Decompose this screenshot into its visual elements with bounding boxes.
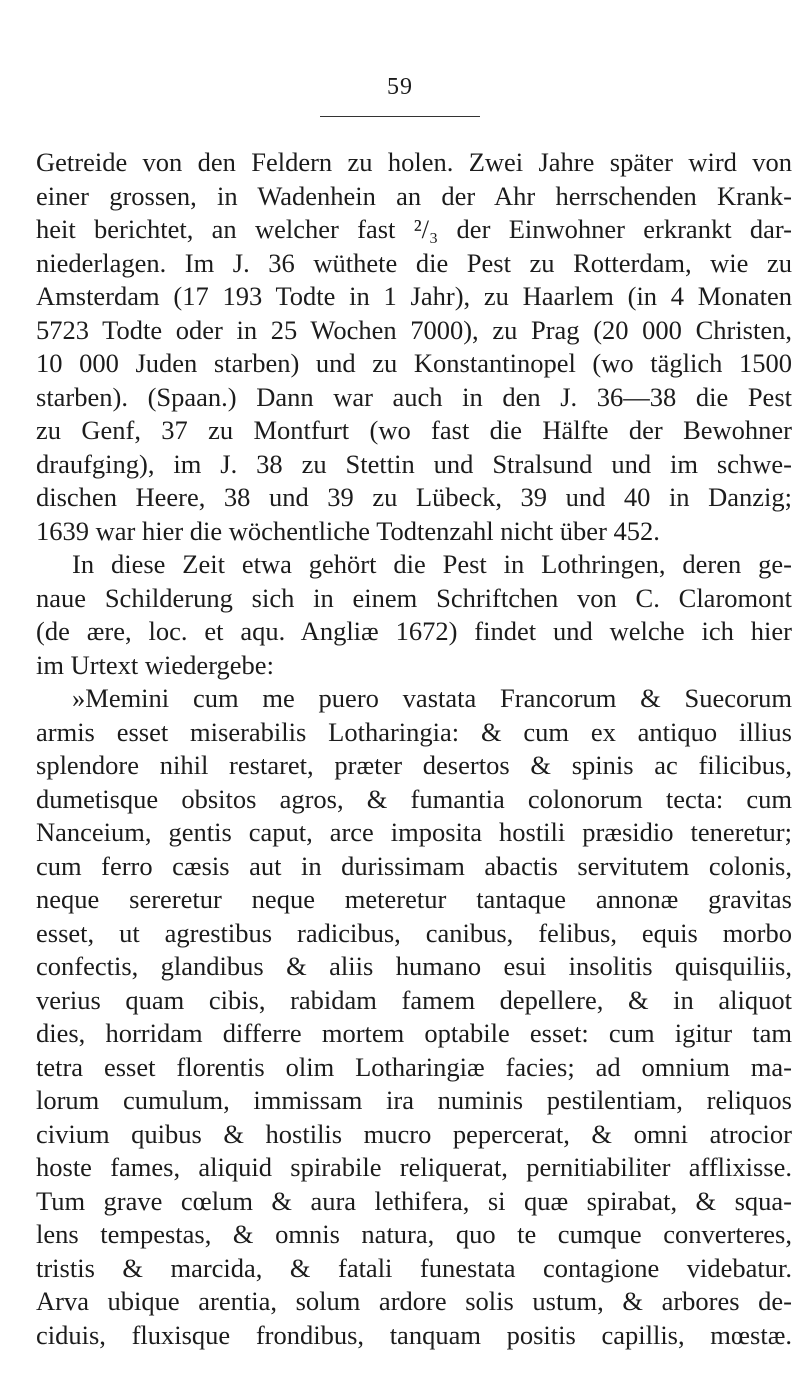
text-line: einer grossen, in Wadenhein an der Ahr herrschenden Krank- [36,180,792,211]
text-line: verius quam cibis, rabidam famem depellere, & in aliquot [36,984,792,1015]
text-line: Arva ubique arentia, solum ardore solis ustum, & arbores de- [36,1286,792,1316]
text-line: naue Schilderung sich in einem Schriftchen von C. Claromont [36,582,792,613]
text-line: niederlagen. Im J. 36 wüthete die Pest zu Rotterdam, wie zu [36,247,792,278]
text-line: dumetisque obsitos agros, & fumantia colonorum tecta: cum [36,783,792,814]
text-line: neque sereretur neque meteretur tantaque annonæ gravitas [36,884,792,914]
text-line: ciduis, fluxisque frondibus, tanquam positis capillis, mœstæ. [36,1319,792,1350]
text-line: cum ferro cæsis aut in durissimam abactis servitutem colonis, [36,850,792,881]
text-line: hoste fames, aliquid spirabile reliquerat, pernitiabiliter afflixisse. [36,1152,792,1182]
text-line: confectis, glandibus & aliis humano esui insolitis quisquiliis, [36,951,792,981]
text-line: esset, ut agrestibus radicibus, canibus, felibus, equis morbo [36,917,792,948]
body-text [36,146,792,1352]
text-line: tetra esset florentis olim Lotharingiæ facies; ad omnium ma- [36,1051,792,1082]
text-line: zu Genf, 37 zu Montfurt (wo fast die Hälfte der Bewohner [36,415,792,445]
page-number-rule [320,116,480,117]
text-line: lorum cumulum, immissam ira numinis pestilentiam, reliquos [36,1085,792,1115]
text-line: 5723 Todte oder in 25 Wochen 7000), zu Prag (20 000 Christen, [36,314,792,345]
text-line: In diese Zeit etwa gehört die Pest in Lothringen, deren ge- [72,549,792,579]
text-line: 1639 war hier die wöchentliche Todtenzahl nicht über 452. [36,515,660,546]
page-number: 59 [387,74,413,100]
text-line: starben). (Spaan.) Dann war auch in den J. 36—38 die Pest [36,381,792,412]
text-line: Getreide von den Feldern zu holen. Zwei Jahre später wird von [36,147,792,177]
text-line: dies, horridam differre mortem optabile esset: cum igitur tam [36,1018,792,1048]
text-line: (de ære, loc. et aqu. Angliæ 1672) findet und welche ich hier [36,616,792,646]
text-line: splendore nihil restaret, præter desertos & spinis ac filicibus, [36,750,792,780]
text-line: 10 000 Juden starben) und zu Konstantinopel (wo täglich 1500 [36,348,792,378]
text-line: dischen Heere, 38 und 39 zu Lübeck, 39 und 40 in Danzig; [36,482,792,512]
text-line: »Memini cum me puero vastata Francorum & Suecorum [72,683,792,713]
text-line: civium quibus & hostilis mucro pepercerat, & omni atrocior [36,1118,792,1149]
text-line: draufging), im J. 38 zu Stettin und Stralsund und im schwe- [36,448,792,479]
text-line: Amsterdam (17 193 Todte in 1 Jahr), zu Haarlem (in 4 Monaten [36,281,792,311]
text-line: heit berichtet, an welcher fast ²/₃ der Einwohner erkrankt dar- [36,214,792,244]
text-line: Tum grave cœlum & aura lethifera, si quæ spirabat, & squa- [36,1185,792,1216]
text-line: tristis & marcida, & fatali funestata contagione videbatur. [36,1252,792,1283]
text-line: im Urtext wiedergebe: [36,649,274,680]
text-line: Nanceium, gentis caput, arce imposita hostili præsidio teneretur; [36,817,792,847]
text-line: lens tempestas, & omnis natura, quo te cumque converteres, [36,1219,792,1249]
text-line: armis esset miserabilis Lotharingia: & cum ex antiquo illius [36,716,792,747]
